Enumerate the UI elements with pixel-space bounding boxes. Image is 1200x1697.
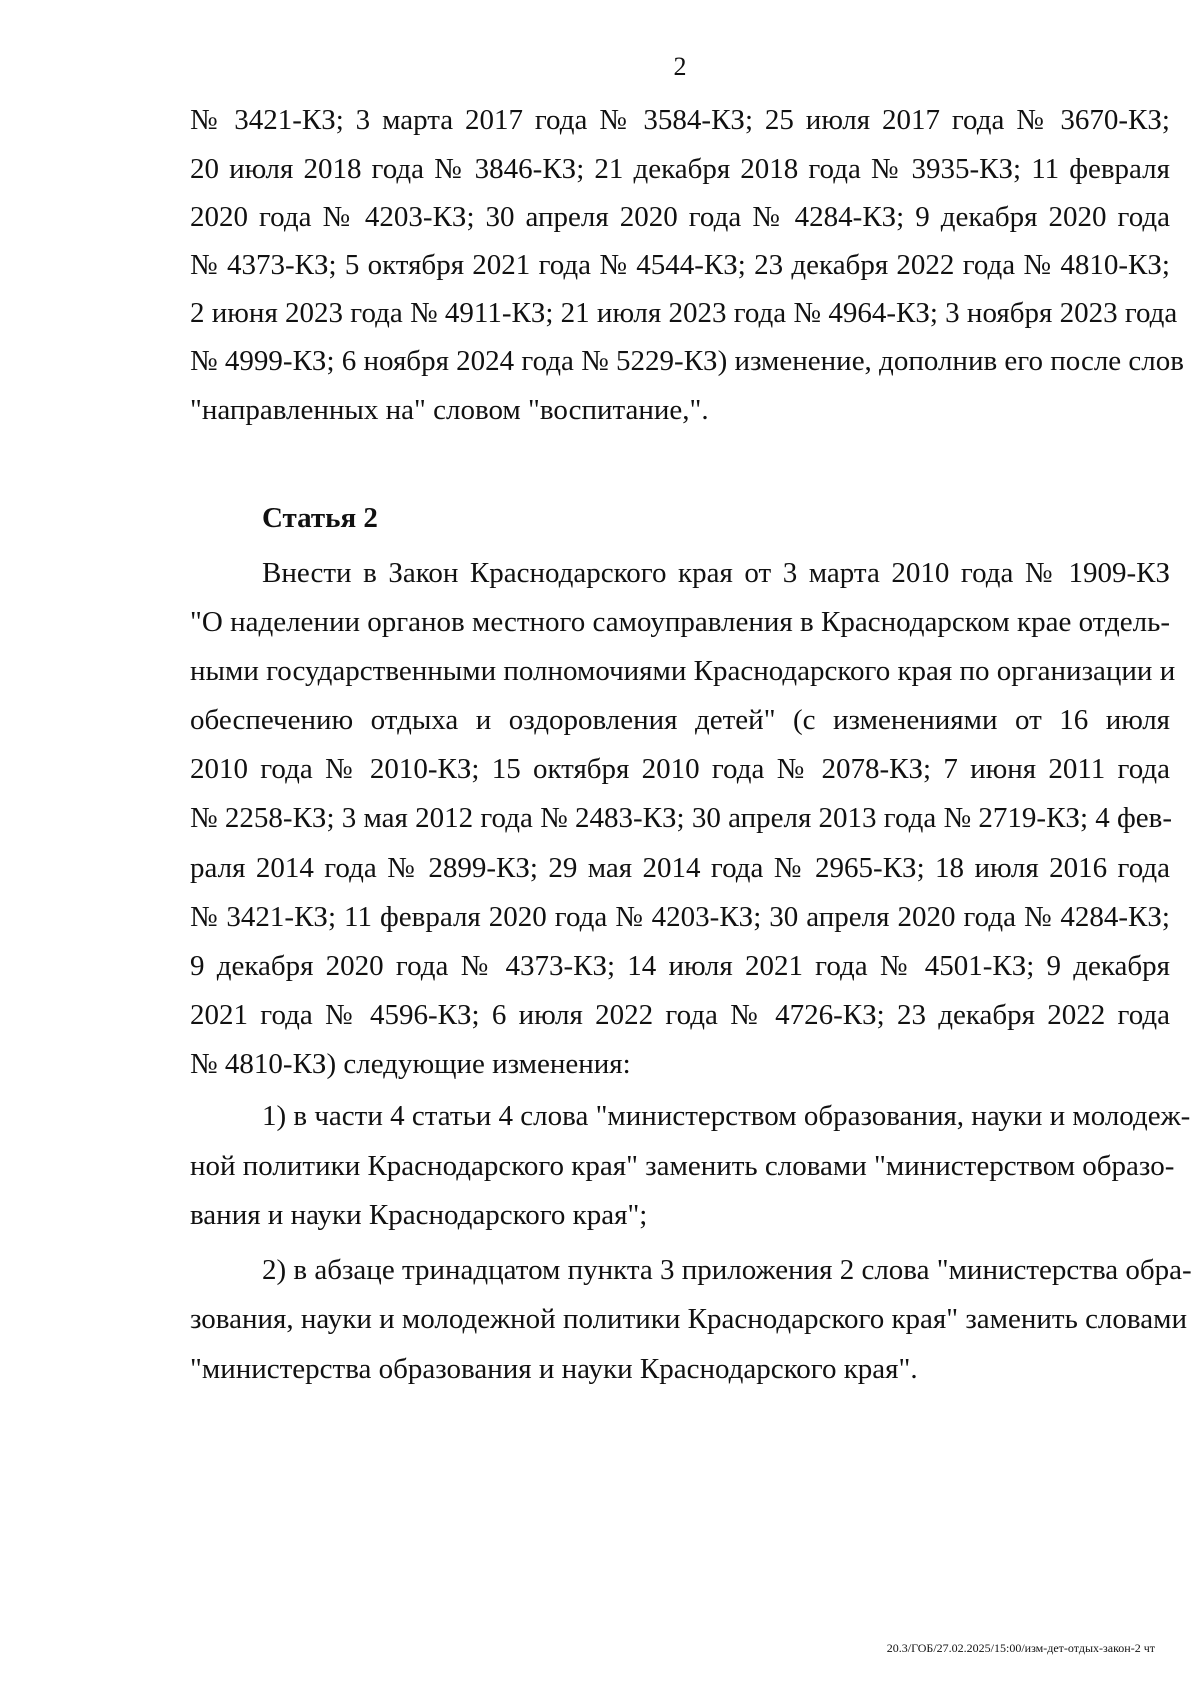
list-item-line: ной политики Краснодарского края" заменить словами "министерством образо- <box>190 1150 1175 1182</box>
paragraph-line: 2 июня 2023 года № 4911-КЗ; 21 июля 2023 года № 4964-КЗ; 3 ноября 2023 года <box>190 297 1178 329</box>
list-item-line: "министерства образования и науки Краснодарского края". <box>190 1353 918 1385</box>
paragraph-line: 2021 года № 4596-КЗ; 6 июля 2022 года № 4726-КЗ; 23 декабря 2022 года <box>190 999 1170 1031</box>
paragraph-line: "О наделении органов местного самоуправления в Краснодарском крае отдель- <box>190 606 1170 638</box>
paragraph-line: обеспечению отдыха и оздоровления детей" (с изменениями от 16 июля <box>190 704 1170 736</box>
paragraph-line: 9 декабря 2020 года № 4373-КЗ; 14 июля 2021 года № 4501-КЗ; 9 декабря <box>190 950 1170 982</box>
paragraph-line: 2010 года № 2010-КЗ; 15 октября 2010 года № 2078-КЗ; 7 июня 2011 года <box>190 753 1170 785</box>
paragraph-line: № 3421-КЗ; 3 марта 2017 года № 3584-КЗ; 25 июля 2017 года № 3670-КЗ; <box>190 104 1170 136</box>
list-item-line: вания и науки Краснодарского края"; <box>190 1199 648 1231</box>
paragraph-line: № 4373-КЗ; 5 октября 2021 года № 4544-КЗ; 23 декабря 2022 года № 4810-КЗ; <box>190 249 1170 281</box>
paragraph-line: Внести в Закон Краснодарского края от 3 марта 2010 года № 1909-КЗ <box>262 557 1170 589</box>
list-item-line: 2) в абзаце тринадцатом пункта 3 приложения 2 слова "министерства обра- <box>262 1254 1192 1286</box>
list-item-line: зования, науки и молодежной политики Краснодарского края" заменить словами <box>190 1303 1187 1335</box>
article-heading: Статья 2 <box>262 502 378 534</box>
paragraph-line: раля 2014 года № 2899-КЗ; 29 мая 2014 года № 2965-КЗ; 18 июля 2016 года <box>190 852 1170 884</box>
paragraph-line: № 3421-КЗ; 11 февраля 2020 года № 4203-КЗ; 30 апреля 2020 года № 4284-КЗ; <box>190 901 1170 933</box>
document-footer-code: 20.3/ГОБ/27.02.2025/15:00/изм-дет-отдых-закон-2 чт <box>886 1641 1155 1655</box>
paragraph-line: "направленных на" словом "воспитание,". <box>190 394 709 426</box>
list-item-line: 1) в части 4 статьи 4 слова "министерством образования, науки и молодеж- <box>262 1100 1191 1132</box>
page-number: 2 <box>673 52 687 81</box>
paragraph-line: № 4999-КЗ; 6 ноября 2024 года № 5229-КЗ) изменение, дополнив его после слов <box>190 345 1184 377</box>
paragraph-line: 20 июля 2018 года № 3846-КЗ; 21 декабря 2018 года № 3935-КЗ; 11 февраля <box>190 153 1170 185</box>
paragraph-line: № 4810-КЗ) следующие изменения: <box>190 1048 631 1080</box>
paragraph-line: 2020 года № 4203-КЗ; 30 апреля 2020 года № 4284-КЗ; 9 декабря 2020 года <box>190 201 1170 233</box>
paragraph-line: № 2258-КЗ; 3 мая 2012 года № 2483-КЗ; 30 апреля 2013 года № 2719-КЗ; 4 фев- <box>190 802 1173 834</box>
paragraph-line: ными государственными полномочиями Краснодарского края по организации и <box>190 655 1176 687</box>
